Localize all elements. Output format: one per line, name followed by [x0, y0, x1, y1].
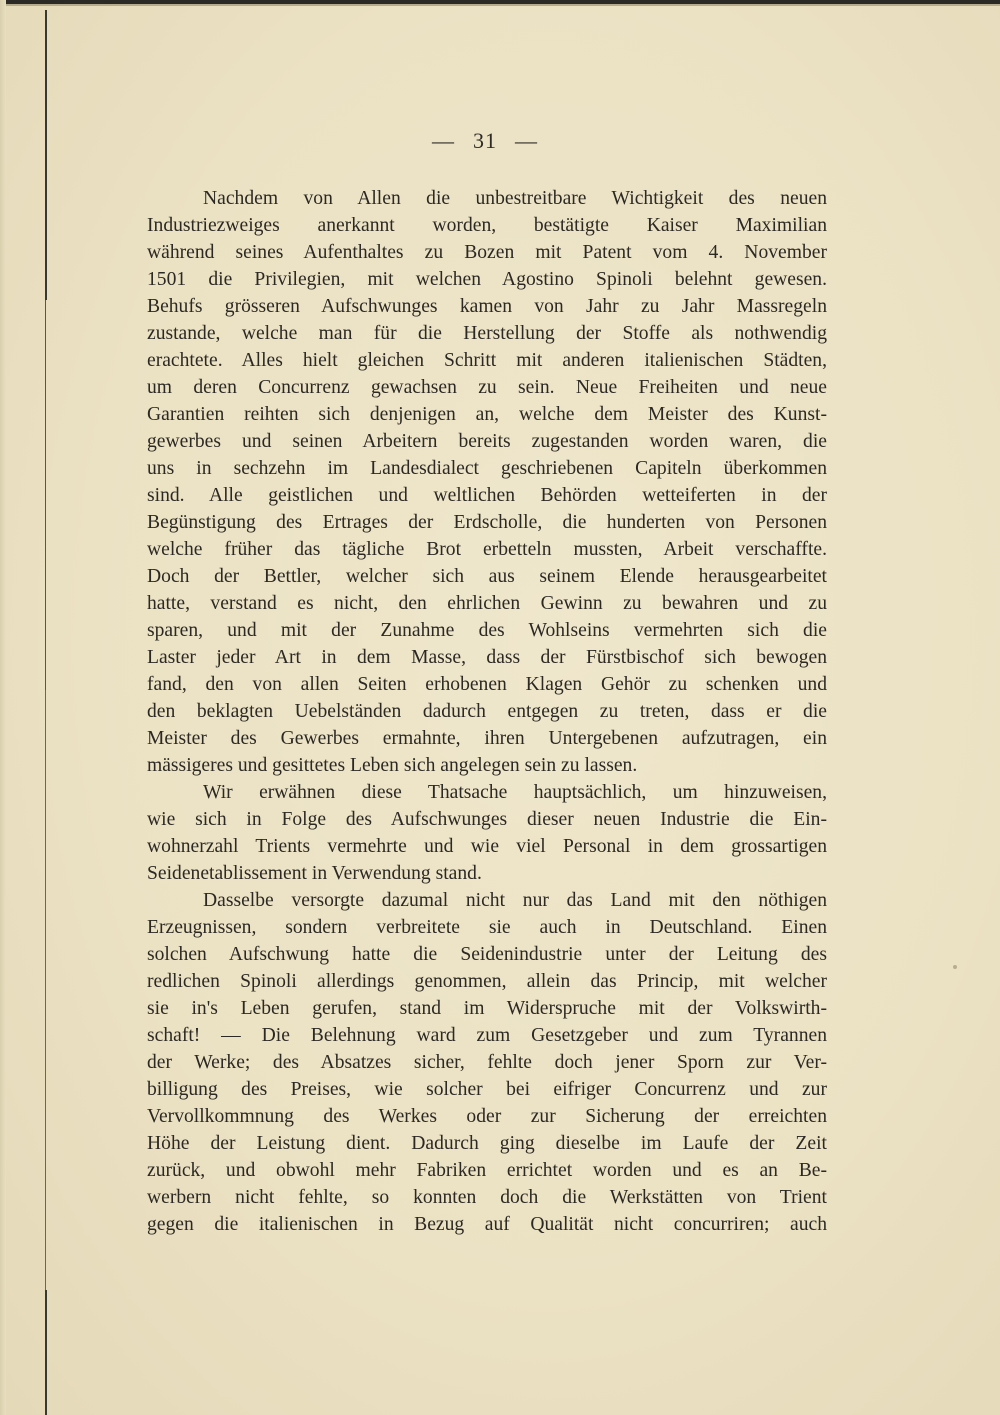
text-line: um deren Concurrenz gewachsen zu sein. Neue Freiheiten und neue	[147, 377, 827, 398]
text-line: der Werke; des Absatzes sicher, fehlte doch jener Sporn zur Ver-	[147, 1052, 827, 1073]
text-line: mässigeres und gesittetes Leben sich angelegen sein zu lassen.	[147, 755, 638, 776]
text-line: Begünstigung des Ertrages der Erdscholle, die hunderten von Personen	[147, 512, 827, 533]
text-line: werbern nicht fehlte, so konnten doch die Werkstätten von Trient	[147, 1187, 827, 1208]
binding-line	[45, 1290, 47, 1415]
text-line: Doch der Bettler, welcher sich aus seinem Elende herausgearbeitet	[147, 566, 827, 587]
text-line: während seines Aufenthaltes zu Bozen mit Patent vom 4. November	[147, 242, 827, 263]
page-number-dash-left: —	[432, 128, 455, 153]
text-line: sparen, und mit der Zunahme des Wohlseins vermehrten sich die	[147, 620, 827, 641]
text-line: 1501 die Privilegien, mit welchen Agostino Spinoli belehnt gewesen.	[147, 269, 827, 290]
text-line: sind. Alle geistlichen und weltlichen Behörden wetteiferten in der	[147, 485, 827, 506]
binding-line	[45, 690, 46, 1290]
page-left-edge	[0, 0, 6, 1415]
text-line: Erzeugnissen, sondern verbreitete sie auch in Deutschland. Einen	[147, 917, 827, 938]
text-line: billigung des Preises, wie solcher bei eifriger Concurrenz und zur	[147, 1079, 827, 1100]
page-number: 31	[473, 128, 497, 153]
text-line: Vervollkommnung des Werkes oder zur Sicherung der erreichten	[147, 1106, 827, 1127]
text-line: Nachdem von Allen die unbestreitbare Wichtigkeit des neuen	[203, 188, 827, 209]
binding-line	[45, 10, 47, 300]
page-number-header	[0, 128, 970, 154]
text-line: gewerbes und seinen Arbeitern bereits zugestanden worden waren, die	[147, 431, 827, 452]
text-line: zurück, und obwohl mehr Fabriken errichtet worden und es an Be-	[147, 1160, 827, 1181]
text-line: Industriezweiges anerkannt worden, bestätigte Kaiser Maximilian	[147, 215, 827, 236]
text-line: redlichen Spinoli allerdings genommen, allein das Princip, mit welcher	[147, 971, 827, 992]
body-text	[147, 185, 827, 1238]
paper-smudge	[953, 965, 957, 969]
text-line: hatte, verstand es nicht, den ehrlichen Gewinn zu bewahren und zu	[147, 593, 827, 614]
text-line: solchen Aufschwung hatte die Seidenindustrie unter der Leitung des	[147, 944, 827, 965]
text-line: Garantien reihten sich denjenigen an, welche dem Meister des Kunst-	[147, 404, 827, 425]
text-line: wohnerzahl Trients vermehrte und wie viel Personal in dem grossartigen	[147, 836, 827, 857]
text-line: Seidenetablissement in Verwendung stand.	[147, 863, 482, 884]
text-line: Behufs grösseren Aufschwunges kamen von Jahr zu Jahr Massregeln	[147, 296, 827, 317]
text-line: Dasselbe versorgte dazumal nicht nur das Land mit den nöthigen	[203, 890, 827, 911]
text-line: Laster jeder Art in dem Masse, dass der Fürstbischof sich bewogen	[147, 647, 827, 668]
text-line: fand, den von allen Seiten erhobenen Klagen Gehör zu schenken und	[147, 674, 827, 695]
text-line: erachtete. Alles hielt gleichen Schritt mit anderen italienischen Städten,	[147, 350, 827, 371]
text-line: uns in sechzehn im Landesdialect geschriebenen Capiteln überkommen	[147, 458, 827, 479]
text-line: Wir erwähnen diese Thatsache hauptsächlich, um hinzuweisen,	[203, 782, 827, 803]
text-line: Meister des Gewerbes ermahnte, ihren Untergebenen aufzutragen, ein	[147, 728, 827, 749]
binding-line	[45, 300, 46, 690]
page-top-shadow	[0, 4, 1000, 6]
text-line: welche früher das tägliche Brot erbetteln mussten, Arbeit verschaffte.	[147, 539, 827, 560]
text-line: sie in's Leben gerufen, stand im Widerspruche mit der Volkswirth-	[147, 998, 827, 1019]
text-line: Höhe der Leistung dient. Dadurch ging dieselbe im Laufe der Zeit	[147, 1133, 827, 1154]
page-number-dash-right: —	[515, 128, 538, 153]
text-line: wie sich in Folge des Aufschwunges dieser neuen Industrie die Ein-	[147, 809, 827, 830]
text-line: den beklagten Uebelständen dadurch entgegen zu treten, dass er die	[147, 701, 827, 722]
text-line: zustande, welche man für die Herstellung der Stoffe als nothwendig	[147, 323, 827, 344]
text-line: gegen die italienischen in Bezug auf Qualität nicht concurriren; auch	[147, 1214, 827, 1235]
text-line: schaft! — Die Belehnung ward zum Gesetzgeber und zum Tyrannen	[147, 1025, 827, 1046]
